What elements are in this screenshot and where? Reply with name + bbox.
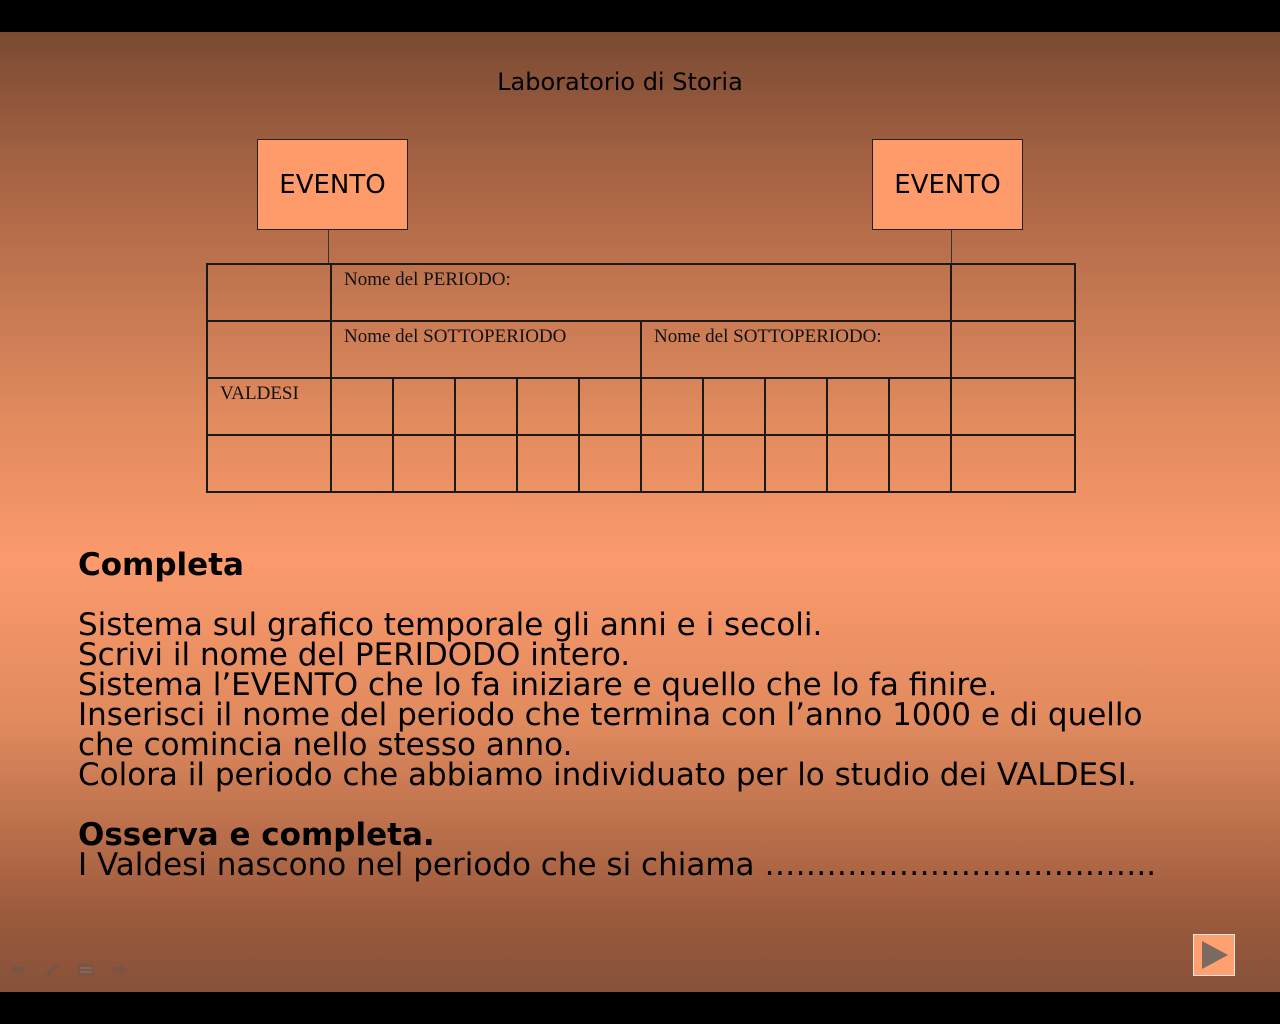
instructions-text [78,547,1178,883]
year-cell [641,435,703,492]
century-cell [889,378,951,435]
century-cell [331,378,393,435]
next-slide-button[interactable] [1193,934,1235,976]
year-cell [517,435,579,492]
valdesi-label: VALDESI [220,383,299,404]
century-cell [641,378,703,435]
instruction-line: Sistema l’EVENTO che lo fa iniziare e quello che lo fa finire. [78,667,998,703]
century-cell [579,378,641,435]
completa-heading: Completa [78,547,244,583]
table-cell [951,435,1075,492]
valdesi-cell [207,378,331,435]
pen-icon[interactable] [42,962,62,978]
menu-icon[interactable] [76,962,96,978]
year-cell [579,435,641,492]
event-connector-left [328,230,329,263]
century-cell [517,378,579,435]
subperiod-right-cell [641,321,951,378]
year-cell [331,435,393,492]
instruction-line: Scrivi il nome del PERIDODO intero. [78,637,631,673]
table-cell [951,264,1075,321]
subperiod-right-label: Nome del SOTTOPERIODO: [654,326,882,347]
table-row [207,264,1075,321]
century-cell [765,378,827,435]
period-name-cell [331,264,951,321]
year-cell [393,435,455,492]
table-cell [951,321,1075,378]
event-box-left: EVENTO [257,139,408,230]
table-row [207,378,1075,435]
table-row [207,321,1075,378]
event-box-right: EVENTO [872,139,1023,230]
table-cell [207,321,331,378]
century-cell [827,378,889,435]
slide [0,32,1280,992]
timeline-table [206,263,1076,493]
instruction-line: Sistema sul grafico temporale gli anni e i secoli. [78,607,823,643]
century-cell [455,378,517,435]
arrow-right-icon[interactable] [110,962,130,978]
osserva-heading: Osserva e completa. [78,817,435,853]
century-cell [393,378,455,435]
year-cell [455,435,517,492]
period-name-label: Nome del PERIODO: [344,269,511,290]
year-cell [765,435,827,492]
year-cell [889,435,951,492]
play-triangle-icon [1198,939,1230,971]
slideshow-toolbar [8,962,130,978]
century-cell [703,378,765,435]
subperiod-left-label: Nome del SOTTOPERIODO [344,326,567,347]
arrow-left-icon[interactable] [8,962,28,978]
instruction-line: Colora il periodo che abbiamo individuato per lo studio dei VALDESI. [78,757,1137,793]
instruction-line: Inserisci il nome del periodo che termina con l’anno 1000 e di quello che comincia nello stesso anno. [78,697,1143,763]
table-cell [951,378,1075,435]
table-cell [207,435,331,492]
event-connector-right [951,230,952,263]
slide-title: Laboratorio di Storia [497,68,743,96]
final-line: I Valdesi nascono nel periodo che si chiama ……………………………….. [78,847,1157,883]
table-cell [207,264,331,321]
subperiod-left-cell [331,321,641,378]
table-row [207,435,1075,492]
year-cell [703,435,765,492]
year-cell [827,435,889,492]
